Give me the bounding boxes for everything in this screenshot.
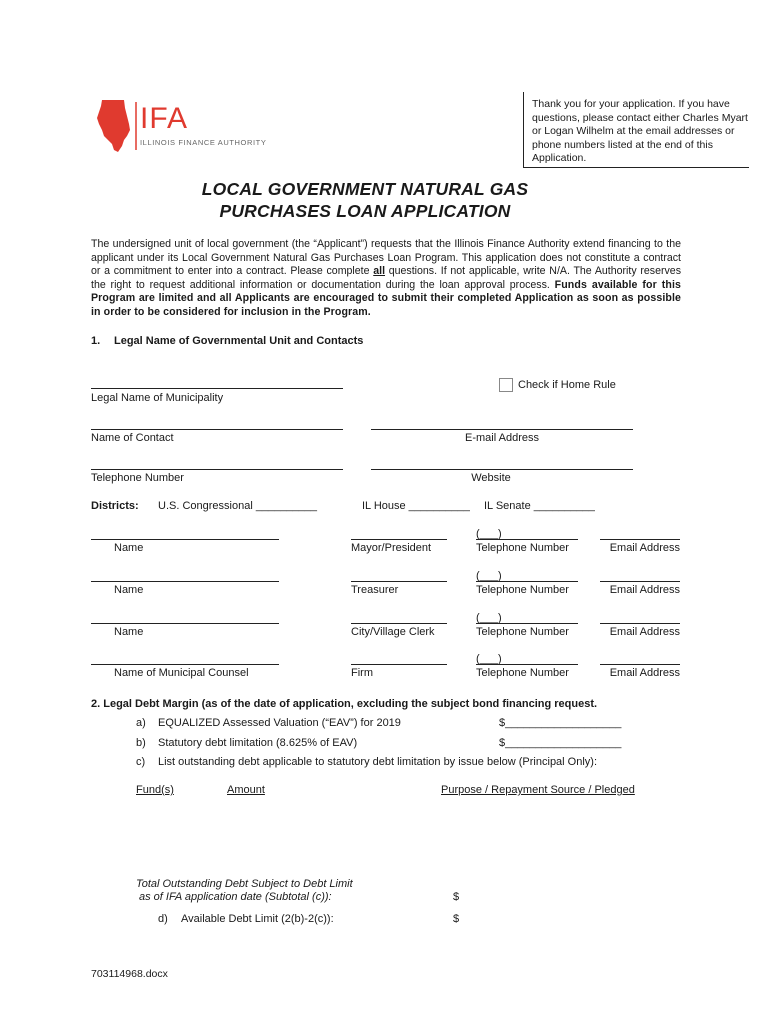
item-c-text: List outstanding debt applicable to statutory debt limitation by issue below (Principal Only): (158, 756, 598, 768)
contact-role-line[interactable] (351, 623, 447, 624)
title-line-1: LOCAL GOVERNMENT NATURAL GAS (201, 179, 529, 199)
email-label: E-mail Address (465, 432, 539, 444)
item-b-text: Statutory debt limitation (8.625% of EAV) (158, 737, 358, 749)
contact-phone-line[interactable] (476, 581, 578, 582)
col-purpose-header: Purpose / Repayment Source / Pledged (441, 784, 635, 796)
intro-bold-notice: Funds available for this Program are limited and all Applicants are encouraged to submit their completed Application as soon as possible in order to be considered for inclusion in the Program. (91, 278, 681, 318)
item-d-label: d) (158, 913, 168, 925)
legal-name-field[interactable] (91, 388, 343, 389)
contact-row-area-code[interactable]: (___) (476, 612, 502, 624)
item-d-text: Available Debt Limit (2(b)-2(c)): (181, 913, 334, 925)
col-funds-header: Fund(s) (136, 784, 174, 796)
col-amount-header: Amount (227, 784, 265, 796)
total-outstanding-line1: Total Outstanding Debt Subject to Debt Limit (136, 878, 353, 890)
contact-row-role: Mayor/President (351, 542, 432, 554)
item-b-label: b) (136, 737, 146, 749)
eav-value-field[interactable]: $___________________ (499, 717, 622, 729)
contact-row-phone: Telephone Number (476, 584, 569, 596)
contact-email-line[interactable] (600, 539, 680, 540)
contact-name-field[interactable] (91, 429, 343, 430)
illinois-map-icon (96, 98, 132, 154)
intro-part-2: questions. If not applicable, write N/A. The Authority reserves the right to request additional information or documentation during the loan approval process. (91, 265, 681, 291)
home-rule-checkbox[interactable] (499, 378, 513, 392)
contact-email-line[interactable] (600, 664, 680, 665)
congressional-district[interactable]: U.S. Congressional __________ (158, 500, 318, 512)
contact-name-line[interactable] (91, 623, 279, 624)
telephone-label: Telephone Number (91, 472, 184, 484)
contact-name-line[interactable] (91, 539, 279, 540)
contact-row-role: City/Village Clerk (351, 626, 435, 638)
contact-name-line[interactable] (91, 581, 279, 582)
logo-subtitle: ILLINOIS FINANCE AUTHORITY (140, 138, 267, 147)
districts-label: Districts: (91, 500, 139, 512)
intro-all-emphasis: all (373, 265, 386, 278)
contact-row-email: Email Address (609, 584, 680, 596)
total-outstanding-line2: as of IFA application date (Subtotal (c)): (139, 891, 332, 903)
footer-filename: 703114968.docx (91, 968, 168, 980)
page-title (120, 178, 610, 222)
contact-role-line[interactable] (351, 539, 447, 540)
contact-row-role: Firm (351, 667, 373, 679)
contact-row-phone: Telephone Number (476, 626, 569, 638)
section2-heading: 2. Legal Debt Margin (as of the date of application, excluding the subject bond financing request. (91, 698, 598, 710)
home-rule-label: Check if Home Rule (518, 379, 616, 391)
il-senate-district[interactable]: IL Senate __________ (484, 500, 595, 512)
contact-email-line[interactable] (600, 581, 680, 582)
email-field[interactable] (371, 429, 633, 430)
intro-paragraph (91, 238, 681, 320)
contact-phone-line[interactable] (476, 623, 578, 624)
debt-limit-field[interactable]: $___________________ (499, 737, 622, 749)
legal-name-label: Legal Name of Municipality (91, 392, 224, 404)
item-c-label: c) (136, 756, 146, 768)
contact-row-phone: Telephone Number (476, 667, 569, 679)
contact-row-email: Email Address (609, 542, 680, 554)
contact-row-role: Treasurer (351, 584, 399, 596)
contact-row-name: Name (114, 584, 144, 596)
il-house-district[interactable]: IL House __________ (362, 500, 470, 512)
logo-acronym: IFA (140, 102, 189, 135)
contact-phone-line[interactable] (476, 539, 578, 540)
website-field[interactable] (371, 469, 633, 470)
contact-row-area-code[interactable]: (___) (476, 528, 502, 540)
telephone-field[interactable] (91, 469, 343, 470)
item-a-label: a) (136, 717, 146, 729)
contact-row-area-code[interactable]: (___) (476, 570, 502, 582)
intro-part-1: The undersigned unit of local government (the “Applicant”) requests that the Illinois Finance Authority extend financing to the applicant under its Local Government Natural Gas Purchases Loan Program. This application does not constitute a contract or a commitment to enter into a contract. Please complete (91, 238, 681, 278)
contact-role-line[interactable] (351, 664, 447, 665)
website-label: Website (471, 472, 511, 484)
section1-number: 1. (91, 335, 101, 347)
contact-row-email: Email Address (609, 667, 680, 679)
contact-row-email: Email Address (609, 626, 680, 638)
contact-row-area-code[interactable]: (___) (476, 653, 502, 665)
title-line-2: PURCHASES LOAN APPLICATION (219, 201, 511, 221)
contact-row-name: Name (114, 542, 144, 554)
ifa-logo (96, 98, 266, 154)
contact-role-line[interactable] (351, 581, 447, 582)
item-a-text: EQUALIZED Assessed Valuation (“EAV”) for 2019 (158, 717, 401, 729)
contact-email-line[interactable] (600, 623, 680, 624)
thank-you-note: Thank you for your application. If you have questions, please contact either Charles Myart or Logan Wilhelm at the email addresses or phone numbers listed at the end of this Application. (523, 92, 749, 168)
contact-name-label: Name of Contact (91, 432, 174, 444)
contact-row-name: Name (114, 626, 144, 638)
contact-phone-line[interactable] (476, 664, 578, 665)
contact-row-name: Name of Municipal Counsel (114, 667, 249, 679)
contact-name-line[interactable] (91, 664, 279, 665)
contact-row-phone: Telephone Number (476, 542, 569, 554)
available-debt-value[interactable]: $ (453, 913, 460, 925)
section1-heading: Legal Name of Governmental Unit and Contacts (114, 335, 364, 347)
logo-divider (134, 102, 138, 150)
total-outstanding-value[interactable]: $ (453, 891, 460, 903)
